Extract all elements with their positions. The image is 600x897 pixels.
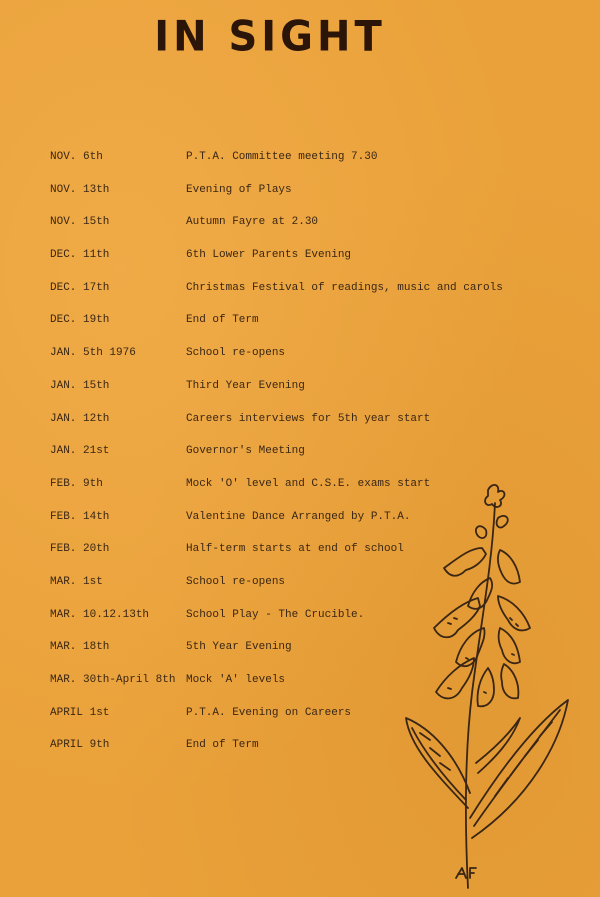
schedule-row	[50, 214, 570, 247]
event-date: DEC. 11th	[50, 249, 110, 262]
page-title: IN SIGHT	[154, 12, 386, 62]
event-date: JAN. 21st	[50, 445, 110, 458]
event-date: FEB. 14th	[50, 510, 110, 523]
schedule-row	[50, 247, 570, 280]
event-description: End of Term	[186, 739, 259, 752]
event-date: APRIL 9th	[50, 739, 110, 752]
flower-bell	[434, 598, 480, 637]
schedule-row	[50, 345, 570, 378]
event-description: Mock 'O' level and C.S.E. exams start	[186, 477, 431, 490]
event-date: JAN. 12th	[50, 412, 110, 425]
schedule-row	[50, 280, 570, 313]
event-description: Half-term starts at end of school	[186, 543, 404, 556]
schedule-row	[50, 378, 570, 411]
event-date: JAN. 5th 1976	[50, 347, 136, 360]
event-description: Evening of Plays	[186, 183, 292, 196]
flower-bell	[436, 658, 474, 698]
event-description: 5th Year Evening	[186, 641, 292, 654]
event-date: JAN. 15th	[50, 379, 110, 392]
schedule-row	[50, 312, 570, 345]
event-date: MAR. 18th	[50, 641, 110, 654]
event-description: School re-opens	[186, 575, 286, 588]
schedule-row	[50, 149, 570, 182]
event-description: Mock 'A' levels	[186, 674, 286, 686]
event-date: NOV. 6th	[50, 151, 103, 163]
schedule-row	[50, 443, 570, 476]
event-description: P.T.A. Evening on Careers	[186, 706, 352, 719]
event-description: Third Year Evening	[186, 379, 305, 392]
event-description: End of Term	[186, 314, 259, 327]
event-description: School re-opens	[186, 347, 286, 360]
event-date: MAR. 10.12.13th	[50, 608, 150, 621]
event-description: P.T.A. Committee meeting 7.30	[186, 151, 378, 163]
event-date: NOV. 15th	[50, 216, 110, 229]
event-description: School Play - The Crucible.	[186, 608, 365, 621]
event-description: Valentine Dance Arranged by P.T.A.	[186, 510, 411, 523]
schedule-row	[50, 182, 570, 215]
event-date: DEC. 19th	[50, 314, 110, 327]
event-date: MAR. 30th-April 8th	[50, 674, 176, 686]
flower-bell	[444, 548, 486, 576]
event-description: 6th Lower Parents Evening	[186, 249, 352, 262]
event-date: FEB. 9th	[50, 477, 103, 490]
event-description: Governor's Meeting	[186, 445, 305, 458]
event-description: Christmas Festival of readings, music and carols	[186, 281, 503, 294]
leaf-small	[476, 718, 520, 773]
event-date: MAR. 1st	[50, 575, 103, 588]
foxglove-illustration	[400, 478, 585, 893]
event-description: Autumn Fayre at 2.30	[186, 216, 319, 229]
schedule-row	[50, 411, 570, 444]
event-date: DEC. 17th	[50, 281, 110, 294]
event-date: APRIL 1st	[50, 706, 110, 719]
event-date: NOV. 13th	[50, 183, 110, 196]
event-description: Careers interviews for 5th year start	[186, 412, 431, 425]
event-date: FEB. 20th	[50, 543, 110, 556]
